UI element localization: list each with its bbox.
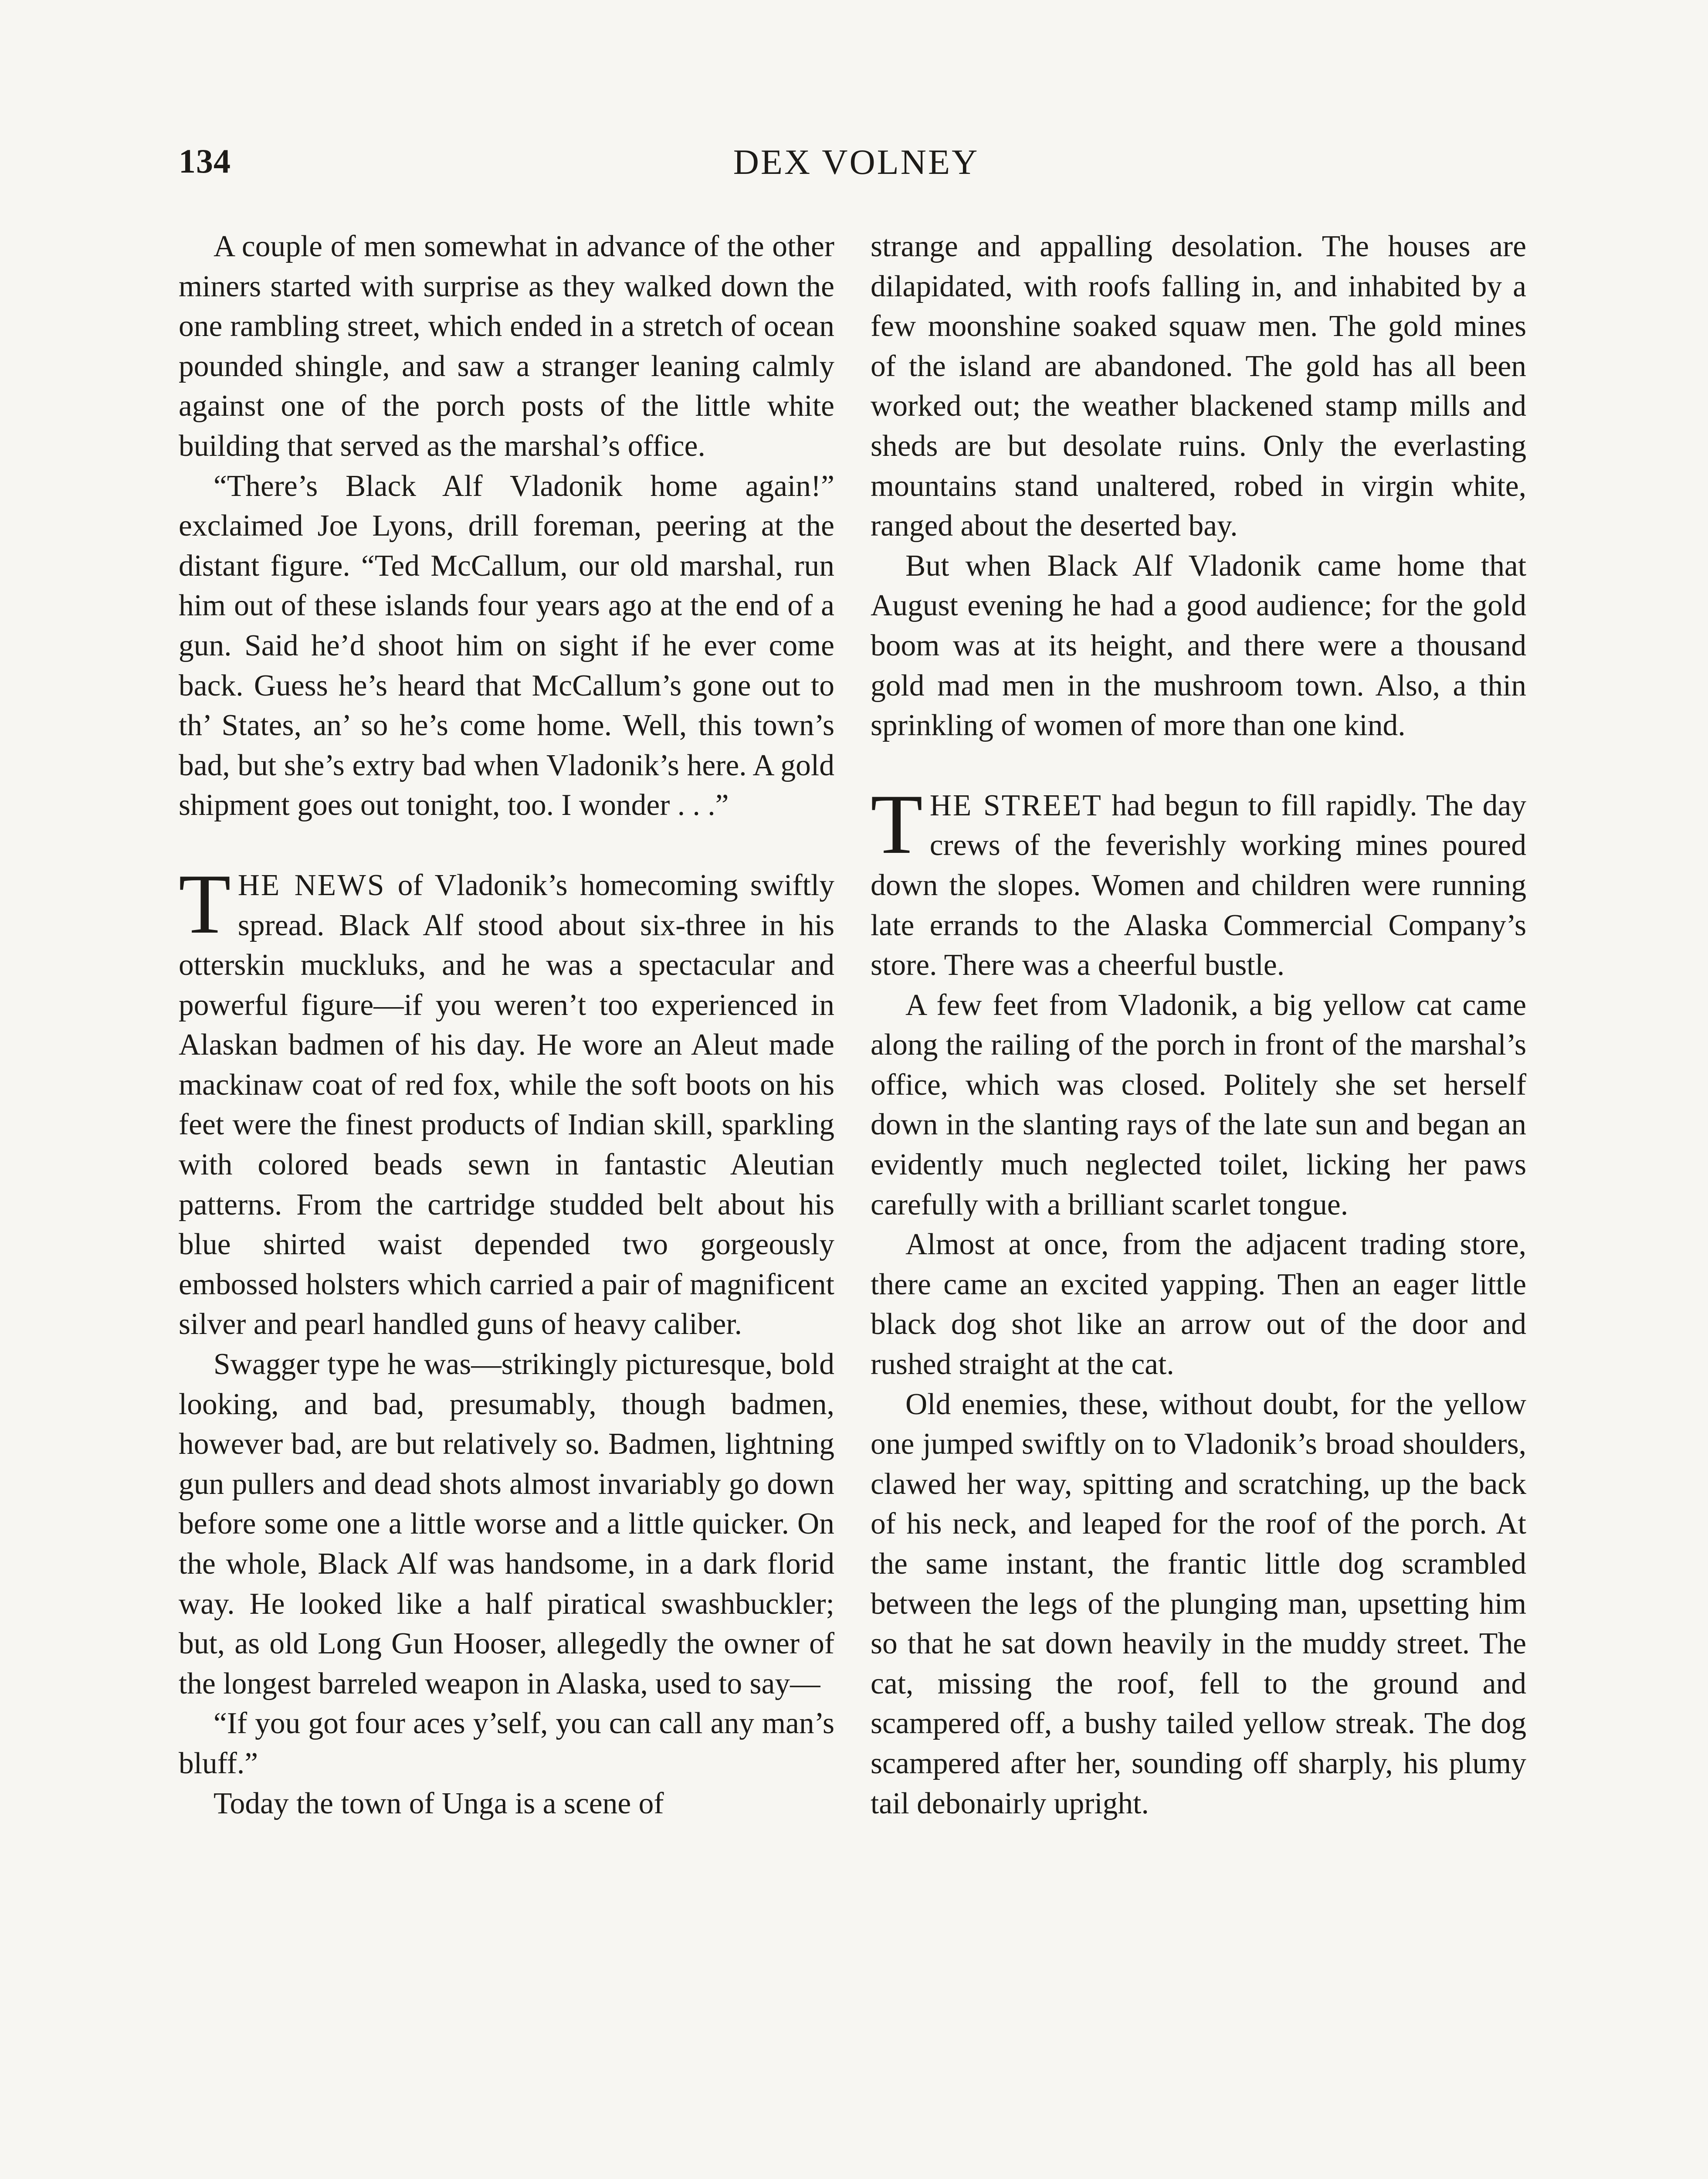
paragraph-text: of Vladonik’s homecoming swiftly spread. Black Alf stood about six-three in his otterskin muckluks, and he was a spectacular and powerful figure—if you weren’t too experienced in Alaskan badmen of his day. He wore an Aleut made mackinaw coat of red fox, while the soft boots on his feet were the finest products of Indian skill, sparkling with colored beads sewn in fantastic Aleutian patterns. From the cartridge studded belt about his blue shirted waist depended two gorgeously embossed holsters which carried a pair of magnificent silver and pearl handled guns of heavy caliber. [179, 868, 834, 1341]
paragraph: Almost at once, from the adjacent trading store, there came an excited yapping. Then an eager little black dog shot like an arrow out of the door and rushed straight at the cat. [871, 1228, 1526, 1381]
section-opening-paragraph [871, 777, 1526, 985]
paragraph: But when Black Alf Vladonik came home that August evening he had a good audience; for the gold boom was at its height, and there were a thousand gold mad men in the mushroom town. Also, a thin sprinkling of women of more than one kind. [871, 549, 1526, 743]
paragraph: Old enemies, these, without doubt, for the yellow one jumped swiftly on to Vladonik’s broad shoulders, clawed her way, spitting and scratching, up the back of his neck, and leaped for the roof of the porch. At the same instant, the frantic little dog scrambled between the legs of the plunging man, upsetting him so that he sat down heavily in the muddy street. The cat, missing the roof, fell to the ground and scampered off, a bushy tailed yellow streak. The dog scampered after her, sounding off sharply, his plumy tail debonairly upright. [871, 1387, 1526, 1820]
section-opening-paragraph [179, 856, 834, 1344]
running-title: DEX VOLNEY [733, 142, 979, 182]
drop-cap: T [179, 856, 231, 951]
paragraph: Swagger type he was—strikingly picturesque, bold looking, and bad, presumably, though badmen, however bad, are but relatively so. Badmen, lightning gun pullers and dead shots almost invariably go down before some one a little worse and a little quicker. On the whole, Black Alf was handsome, in a dark florid way. He looked like a half piratical swashbuckler; but, as old Long Gun Hooser, allegedly the owner of the longest barreled weapon in Alaska, used to say— [179, 1347, 834, 1700]
left-column [179, 227, 834, 1823]
page-number: 134 [179, 142, 231, 180]
paragraph: A few feet from Vladonik, a big yellow cat came along the railing of the porch in front of the marshal’s office, which was closed. Politely she set herself down in the slanting rays of the late sun and began an evidently much neglected toilet, licking her paws carefully with a brilliant scarlet tongue. [871, 988, 1526, 1222]
paragraph: strange and appalling desolation. The houses are dilapidated, with roofs falling in, and inhabited by a few moonshine soaked squaw men. The gold mines of the island are abandoned. The gold has all been worked out; the weather blackened stamp mills and sheds are but desolate ruins. Only the everlasting mountains stand unaltered, robed in virgin white, ranged about the deserted bay. [871, 230, 1526, 543]
paragraph: “There’s Black Alf Vladonik home again!” exclaimed Joe Lyons, drill foreman, peering at the distant figure. “Ted McCallum, our old marshal, run him out of these islands four years ago at the end of a gun. Said he’d shoot him on sight if he ever come back. Guess he’s heard that McCallum’s gone out to th’ States, an’ so he’s come home. Well, this town’s bad, but she’s extry bad when Vladonik’s here. A gold shipment goes out tonight, too. I wonder . . .” [179, 469, 834, 822]
paragraph: Today the town of Unga is a scene of [214, 1786, 664, 1820]
page-header [179, 142, 1534, 190]
section-lead-in: HE STREET [929, 788, 1102, 822]
drop-cap: T [871, 777, 923, 872]
section-lead-in: HE NEWS [237, 868, 386, 902]
paragraph-text: had begun to fill rapidly. The day crews of the feverishly working mines poured down the slopes. Women and children were running late errands to the Alaska Commercial Company’s store. There was a cheerful bustle. [871, 788, 1526, 982]
paragraph: A couple of men somewhat in advance of the other miners started with surprise as they walked down the one rambling street, which ended in a stretch of ocean pounded shingle, and saw a stranger leaning calmly against one of the porch posts of the little white building that served as the marshal’s office. [179, 230, 834, 463]
paragraph: “If you got four aces y’self, you can call any man’s bluff.” [179, 1707, 834, 1780]
right-column [871, 227, 1526, 1823]
